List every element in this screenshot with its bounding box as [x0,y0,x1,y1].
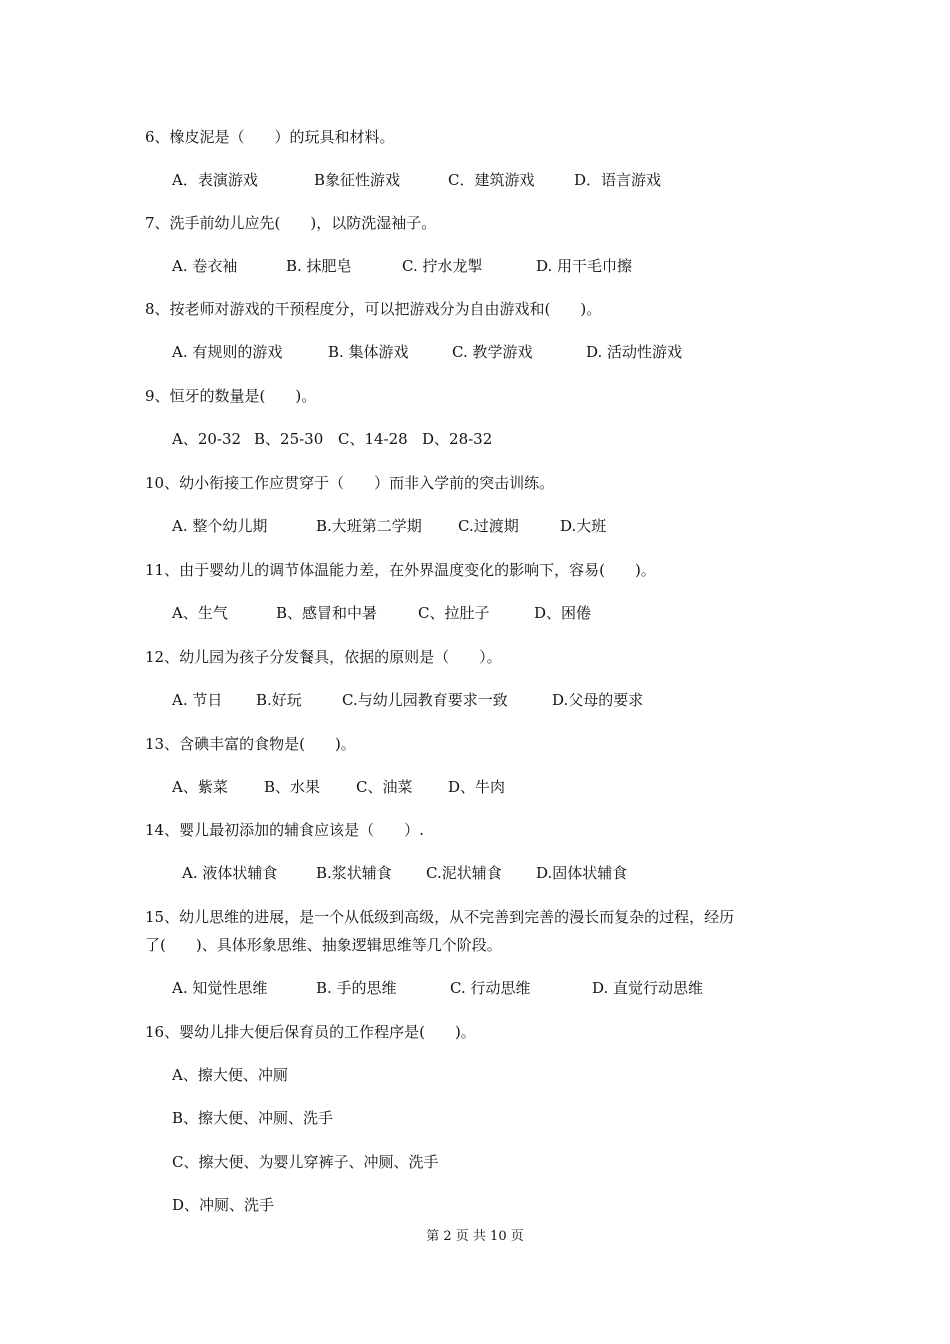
question-11-stem: 11、由于婴幼儿的调节体温能力差，在外界温度变化的影响下，容易( )。 [145,561,656,579]
question-14-options [182,863,627,883]
option-c: C.泥状辅食 [426,864,502,882]
question-14-stem: 14、婴儿最初添加的辅食应该是（ ）. [145,821,424,839]
option-b: B、水果 [264,778,321,796]
question-9-options [172,429,492,449]
question-7-options [172,256,632,276]
option-c: C、油菜 [356,778,413,796]
option-b: B象征性游戏 [314,171,401,189]
option-d: D、困倦 [534,604,592,622]
option-b: B. 手的思维 [316,979,397,997]
question-15-options [172,978,703,998]
option-c: C.过渡期 [458,517,519,535]
option-c: C．建筑游戏 [448,171,535,189]
option-a: A、紫菜 [172,778,228,796]
question-16-option-a: A、擦大便、冲厕 [172,1066,288,1084]
option-b: B.大班第二学期 [316,517,422,535]
option-d: D.父母的要求 [552,691,644,709]
option-a: A、生气 [172,604,228,622]
question-12-options [172,690,643,710]
question-16-option-b: B、擦大便、冲厕、洗手 [172,1109,334,1127]
option-b: B.浆状辅食 [316,864,392,882]
option-a: A. 液体状辅食 [182,864,278,882]
question-16-option-d: D、冲厕、洗手 [172,1196,275,1214]
option-d: D.大班 [560,517,607,535]
question-13-options [172,777,505,797]
option-a: A. 有规则的游戏 [172,343,283,361]
question-13-stem: 13、含碘丰富的食物是( )。 [145,735,356,753]
question-16-option-c: C、擦大便、为婴儿穿裤子、冲厕、洗手 [172,1153,439,1171]
option-b: B. 抹肥皂 [286,257,352,275]
question-9-stem: 9、恒牙的数量是( )。 [145,387,317,405]
question-6-stem: 6、橡皮泥是（ ）的玩具和材料。 [145,128,395,146]
option-c: C.与幼儿园教育要求一致 [342,691,508,709]
option-d: D. 直觉行动思维 [592,979,704,997]
option-b: B、感冒和中暑 [276,604,378,622]
option-d: D.固体状辅食 [536,864,628,882]
option-d: D、牛肉 [448,778,506,796]
option-c: C、拉肚子 [418,604,490,622]
option-a: A．表演游戏 [172,171,258,189]
option-a: A. 整个幼儿期 [172,517,268,535]
option-b: B.好玩 [256,691,302,709]
option-b: B. 集体游戏 [328,343,409,361]
question-6-options [172,170,661,190]
question-15-stem: 15、幼儿思维的进展，是一个从低级到高级，从不完善到完善的漫长而复杂的过程，经历 [145,908,735,926]
question-7-stem: 7、洗手前幼儿应先( )，以防洗湿袖子。 [145,214,437,232]
page-number-footer: 第 2 页 共 10 页 [426,1229,524,1244]
question-16-stem: 16、婴幼儿排大便后保育员的工作程序是( )。 [145,1023,476,1041]
option-c: C. 行动思维 [450,979,531,997]
option-d: D. 活动性游戏 [586,343,683,361]
question-11-options [172,603,591,623]
option-a: A. 卷衣袖 [172,257,238,275]
option-a: A. 知觉性思维 [172,979,268,997]
option-b: B、25-30 [254,430,324,448]
question-8-options [172,342,682,362]
question-12-stem: 12、幼儿园为孩子分发餐具，依据的原则是（ ）。 [145,648,502,666]
option-c: C. 拧水龙掣 [402,257,483,275]
option-c: C. 教学游戏 [452,343,533,361]
option-d: D、28-32 [422,430,493,448]
question-10-stem: 10、幼小衔接工作应贯穿于（ ）而非入学前的突击训练。 [145,474,555,492]
question-10-options [172,516,606,536]
question-15-stem-continued: 了( )、具体形象思维、抽象逻辑思维等几个阶段。 [145,936,502,954]
option-d: D．语言游戏 [574,171,662,189]
option-a: A. 节日 [172,691,223,709]
question-8-stem: 8、按老师对游戏的干预程度分，可以把游戏分为自由游戏和( )。 [145,300,602,318]
option-a: A、20-32 [172,430,242,448]
option-c: C、14-28 [338,430,408,448]
option-d: D. 用干毛巾擦 [536,257,633,275]
